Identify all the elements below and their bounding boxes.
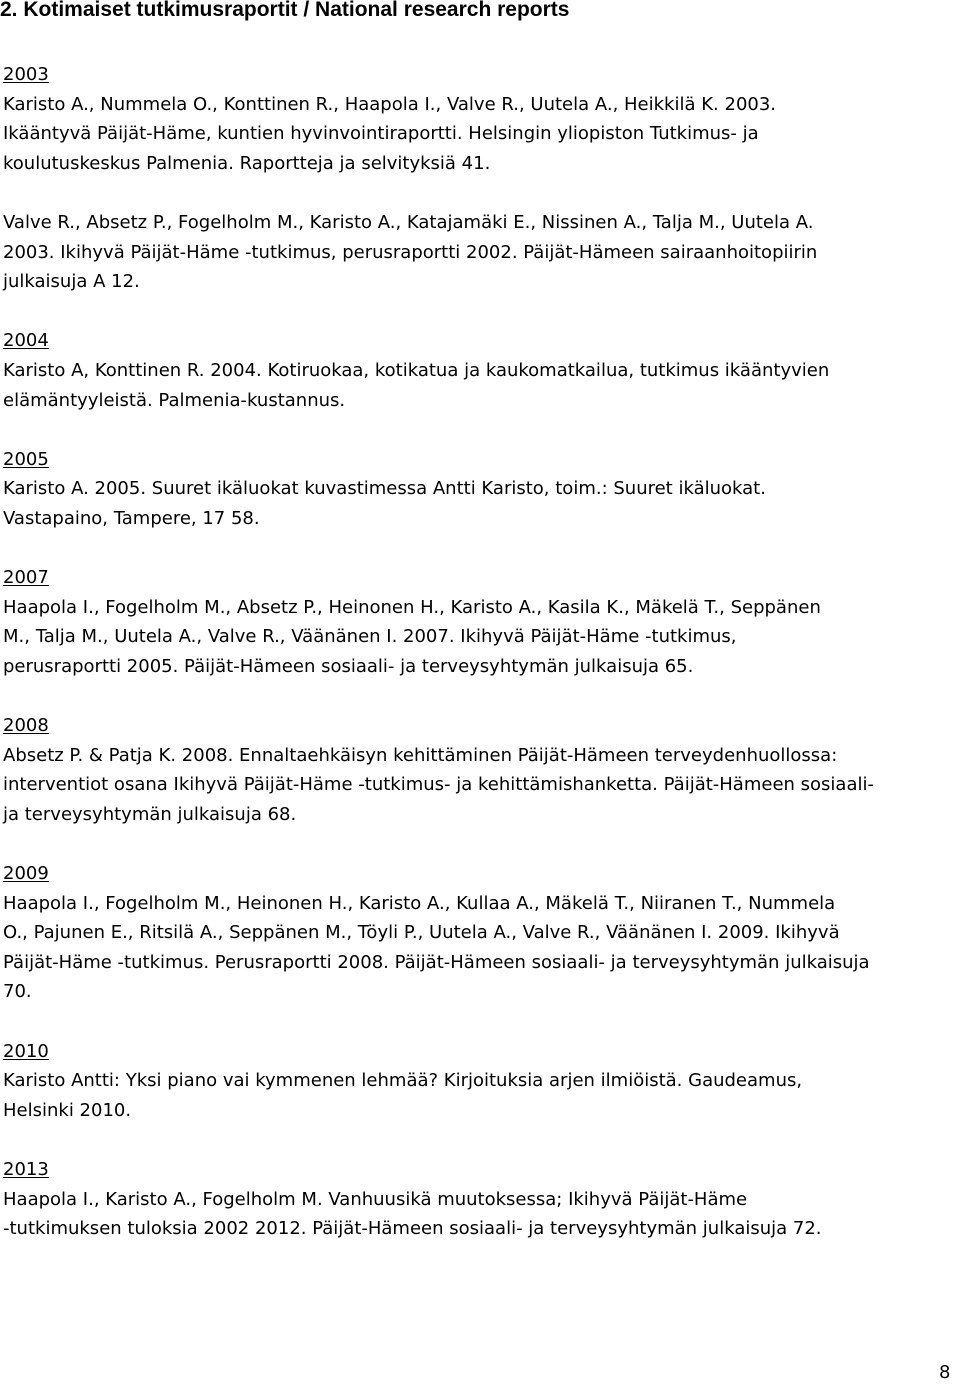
- year-section: [3, 60, 958, 297]
- reference-line: Haapola I., Karisto A., Fogelholm M. Vanhuusikä muutoksessa; Ikihyvä Päijät-Häme: [3, 1188, 748, 1210]
- reference-list: [3, 60, 958, 1273]
- reference-entry: [3, 889, 958, 1007]
- reference-line: ja terveysyhtymän julkaisuja 68.: [3, 803, 297, 825]
- reference-line: Karisto Antti: Yksi piano vai kymmenen lehmää? Kirjoituksia arjen ilmiöistä. Gaudeamus,: [3, 1070, 803, 1092]
- year-heading: 2009: [3, 863, 49, 885]
- reference-line: 70.: [3, 981, 32, 1003]
- reference-line: Helsinki 2010.: [3, 1099, 132, 1121]
- reference-entry: [3, 356, 958, 415]
- reference-line: elämäntyyleistä. Palmenia-kustannus.: [3, 389, 346, 411]
- reference-entry: [3, 1185, 958, 1244]
- reference-line: 2003. Ikihyvä Päijät-Häme -tutkimus, perusraportti 2002. Päijät-Hämeen sairaanhoitopiirin: [3, 241, 818, 263]
- reference-line: Haapola I., Fogelholm M., Absetz P., Heinonen H., Karisto A., Kasila K., Mäkelä T., Seppänen: [3, 596, 821, 618]
- reference-line: M., Talja M., Uutela A., Valve R., Väänänen I. 2007. Ikihyvä Päijät-Häme -tutkimus,: [3, 626, 737, 648]
- reference-entry: [3, 1066, 958, 1125]
- reference-line: Valve R., Absetz P., Fogelholm M., Karisto A., Katajamäki E., Nissinen A., Talja M., Uutela A.: [3, 211, 814, 233]
- year-heading: 2007: [3, 567, 49, 589]
- reference-line: perusraportti 2005. Päijät-Hämeen sosiaali- ja terveysyhtymän julkaisuja 65.: [3, 655, 694, 677]
- reference-entry: [3, 208, 958, 297]
- year-heading: 2008: [3, 715, 49, 737]
- page-number: 8: [939, 1362, 951, 1383]
- reference-line: Ikääntyvä Päijät-Häme, kuntien hyvinvointiraportti. Helsingin yliopiston Tutkimus- ja: [3, 123, 759, 145]
- year-heading: 2003: [3, 64, 49, 85]
- reference-entry: [3, 90, 958, 179]
- year-section: [3, 445, 958, 534]
- reference-line: Karisto A, Konttinen R. 2004. Kotiruokaa, kotikatua ja kaukomatkailua, tutkimus ikääntyvien: [3, 359, 830, 381]
- reference-entry: [3, 474, 958, 533]
- reference-line: Vastapaino, Tampere, 17 58.: [3, 507, 260, 529]
- year-section: [3, 1155, 958, 1244]
- year-heading: 2004: [3, 330, 49, 352]
- year-heading: 2005: [3, 448, 49, 470]
- reference-entry: [3, 593, 958, 682]
- reference-entry: [3, 741, 958, 830]
- reference-line: -tutkimuksen tuloksia 2002 2012. Päijät-Hämeen sosiaali- ja terveysyhtymän julkaisuja 72.: [3, 1218, 822, 1240]
- section-heading: 2. Kotimaiset tutkimusraportit / National research reports: [0, 0, 570, 21]
- year-section: [3, 859, 958, 1007]
- year-section: [3, 563, 958, 681]
- reference-line: Absetz P. & Patja K. 2008. Ennaltaehkäisyn kehittäminen Päijät-Hämeen terveydenhuollossa:: [3, 744, 838, 766]
- reference-line: interventiot osana Ikihyvä Päijät-Häme -tutkimus- ja kehittämishanketta. Päijät-Hämeen sosiaali-: [3, 774, 874, 796]
- year-section: [3, 711, 958, 829]
- reference-line: Päijät-Häme -tutkimus. Perusraportti 2008. Päijät-Hämeen sosiaali- ja terveysyhtymän julkaisuja: [3, 951, 870, 973]
- reference-line: koulutuskeskus Palmenia. Raportteja ja selvityksiä 41.: [3, 152, 491, 174]
- reference-line: Karisto A., Nummela O., Konttinen R., Haapola I., Valve R., Uutela A., Heikkilä K. 2003.: [3, 93, 777, 115]
- year-section: [3, 1037, 958, 1126]
- reference-line: Haapola I., Fogelholm M., Heinonen H., Karisto A., Kullaa A., Mäkelä T., Niiranen T., Nummela: [3, 892, 836, 914]
- year-heading: 2013: [3, 1158, 49, 1180]
- year-heading: 2010: [3, 1040, 49, 1062]
- reference-line: Karisto A. 2005. Suuret ikäluokat kuvastimessa Antti Karisto, toim.: Suuret ikäluokat.: [3, 478, 766, 500]
- year-section: [3, 326, 958, 415]
- reference-line: O., Pajunen E., Ritsilä A., Seppänen M., Töyli P., Uutela A., Valve R., Väänänen I. 2009. Ikihyvä: [3, 922, 840, 944]
- reference-line: julkaisuja A 12.: [3, 271, 140, 293]
